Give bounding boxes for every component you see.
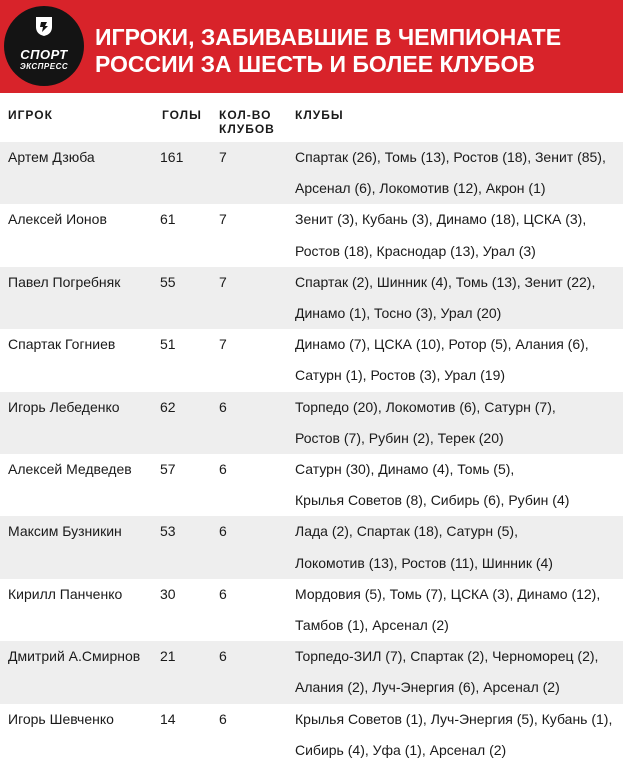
club-count-value: 7 — [219, 211, 227, 228]
player-name: Спартак Гогниев — [8, 336, 116, 353]
clubs-line-2: Арсенал (6), Локомотив (12), Акрон (1) — [295, 180, 546, 197]
clubs-line-2: Локомотив (13), Ростов (11), Шинник (4) — [295, 554, 553, 571]
goals-value: 30 — [160, 585, 176, 602]
goals-value: 57 — [160, 460, 176, 477]
club-count-value: 6 — [219, 648, 227, 665]
clubs-line-1: Торпедо-ЗИЛ (7), Спартак (2), Черноморец (2), — [295, 648, 599, 665]
column-header-goals: ГОЛЫ — [162, 108, 202, 122]
player-name: Дмитрий А.Смирнов — [8, 648, 141, 665]
table-row — [0, 267, 623, 329]
clubs-line-1: Спартак (2), Шинник (4), Томь (13), Зенит (22), — [295, 273, 596, 290]
clubs-line-1: Торпедо (20), Локомотив (6), Сатурн (7), — [295, 398, 556, 415]
club-count-value: 7 — [219, 149, 227, 165]
clubs-line-2: Тамбов (1), Арсенал (2) — [295, 616, 449, 633]
table-row — [0, 579, 623, 641]
goals-value: 62 — [160, 398, 176, 415]
logo-text-express: ЭКСПРЕСС — [19, 62, 69, 71]
clubs-list — [295, 267, 595, 329]
club-count-value: 6 — [219, 585, 227, 602]
brand-mark-icon — [33, 15, 55, 37]
player-name: Артем Дзюба — [8, 149, 95, 165]
table-row — [0, 454, 623, 516]
clubs-list — [295, 204, 586, 266]
player-name: Игорь Лебеденко — [8, 398, 120, 415]
table-row — [0, 516, 623, 578]
scorers-table — [0, 142, 623, 766]
player-name: Павел Погребняк — [8, 273, 121, 290]
club-count-value: 6 — [219, 710, 227, 727]
column-header-club-count — [219, 108, 275, 136]
clubs-line-2: Алания (2), Луч-Энергия (6), Арсенал (2) — [295, 679, 560, 696]
clubs-line-1: Крылья Советов (1), Луч-Энергия (5), Кубань (1), — [295, 710, 613, 727]
clubs-line-1: Мордовия (5), Томь (7), ЦСКА (3), Динамо (12), — [295, 585, 601, 602]
clubs-list — [295, 392, 556, 454]
clubs-list — [295, 516, 553, 578]
table-row — [0, 392, 623, 454]
table-row — [0, 704, 623, 766]
player-name: Игорь Шевченко — [8, 710, 114, 727]
clubs-list — [295, 704, 612, 766]
goals-value: 61 — [160, 211, 176, 228]
clubs-line-1: Лада (2), Спартак (18), Сатурн (5), — [295, 523, 518, 540]
clubs-list — [295, 142, 606, 204]
title-banner — [0, 0, 623, 93]
sport-express-logo — [4, 6, 84, 86]
clubs-list — [295, 329, 589, 391]
goals-value: 14 — [160, 710, 176, 727]
clubs-line-2: Сатурн (1), Ростов (3), Урал (19) — [295, 367, 506, 384]
club-count-value: 6 — [219, 460, 227, 477]
clubs-list — [295, 454, 569, 516]
goals-value: 161 — [160, 149, 184, 165]
table-row — [0, 641, 623, 703]
player-name: Кирилл Панченко — [8, 585, 123, 602]
goals-value: 53 — [160, 523, 176, 540]
clubs-line-2: Крылья Советов (8), Сибирь (6), Рубин (4) — [295, 492, 570, 509]
table-row — [0, 142, 623, 204]
title-line-2: РОССИИ ЗА ШЕСТЬ И БОЛЕЕ КЛУБОВ — [95, 51, 535, 77]
clubs-line-2: Ростов (18), Краснодар (13), Урал (3) — [295, 242, 536, 259]
clubs-line-1: Спартак (26), Томь (13), Ростов (18), Зенит (85), — [295, 149, 606, 165]
player-name: Алексей Ионов — [8, 211, 107, 228]
clubs-line-1: Сатурн (30), Динамо (4), Томь (5), — [295, 460, 515, 477]
clubs-line-1: Зенит (3), Кубань (3), Динамо (18), ЦСКА (3), — [295, 211, 587, 228]
club-count-value: 7 — [219, 336, 227, 353]
table-row — [0, 204, 623, 266]
club-count-value: 7 — [219, 273, 227, 290]
title-line-1: ИГРОКИ, ЗАБИВАВШИЕ В ЧЕМПИОНАТЕ — [95, 24, 562, 50]
player-name: Максим Бузникин — [8, 523, 122, 540]
club-count-value: 6 — [219, 523, 227, 540]
clubs-line-2: Сибирь (4), Уфа (1), Арсенал (2) — [295, 741, 507, 758]
page-title — [95, 24, 615, 78]
goals-value: 21 — [160, 648, 176, 665]
player-name: Алексей Медведев — [8, 460, 132, 477]
clubs-list — [295, 641, 598, 703]
club-count-value: 6 — [219, 398, 227, 415]
clubs-line-1: Динамо (7), ЦСКА (10), Ротор (5), Алания (6), — [295, 336, 589, 353]
goals-value: 55 — [160, 273, 176, 290]
clubs-list — [295, 579, 600, 641]
clubs-line-2: Динамо (1), Тосно (3), Урал (20) — [295, 304, 502, 321]
column-header-player: ИГРОК — [8, 108, 53, 122]
clubs-line-2: Ростов (7), Рубин (2), Терек (20) — [295, 429, 504, 446]
club-count-line-1: КОЛ-ВО — [219, 108, 272, 122]
club-count-line-2: КЛУБОВ — [219, 122, 275, 136]
column-header-clubs: КЛУБЫ — [295, 108, 344, 122]
goals-value: 51 — [160, 336, 176, 353]
logo-text-sport: СПОРТ — [20, 47, 68, 62]
table-row — [0, 329, 623, 391]
